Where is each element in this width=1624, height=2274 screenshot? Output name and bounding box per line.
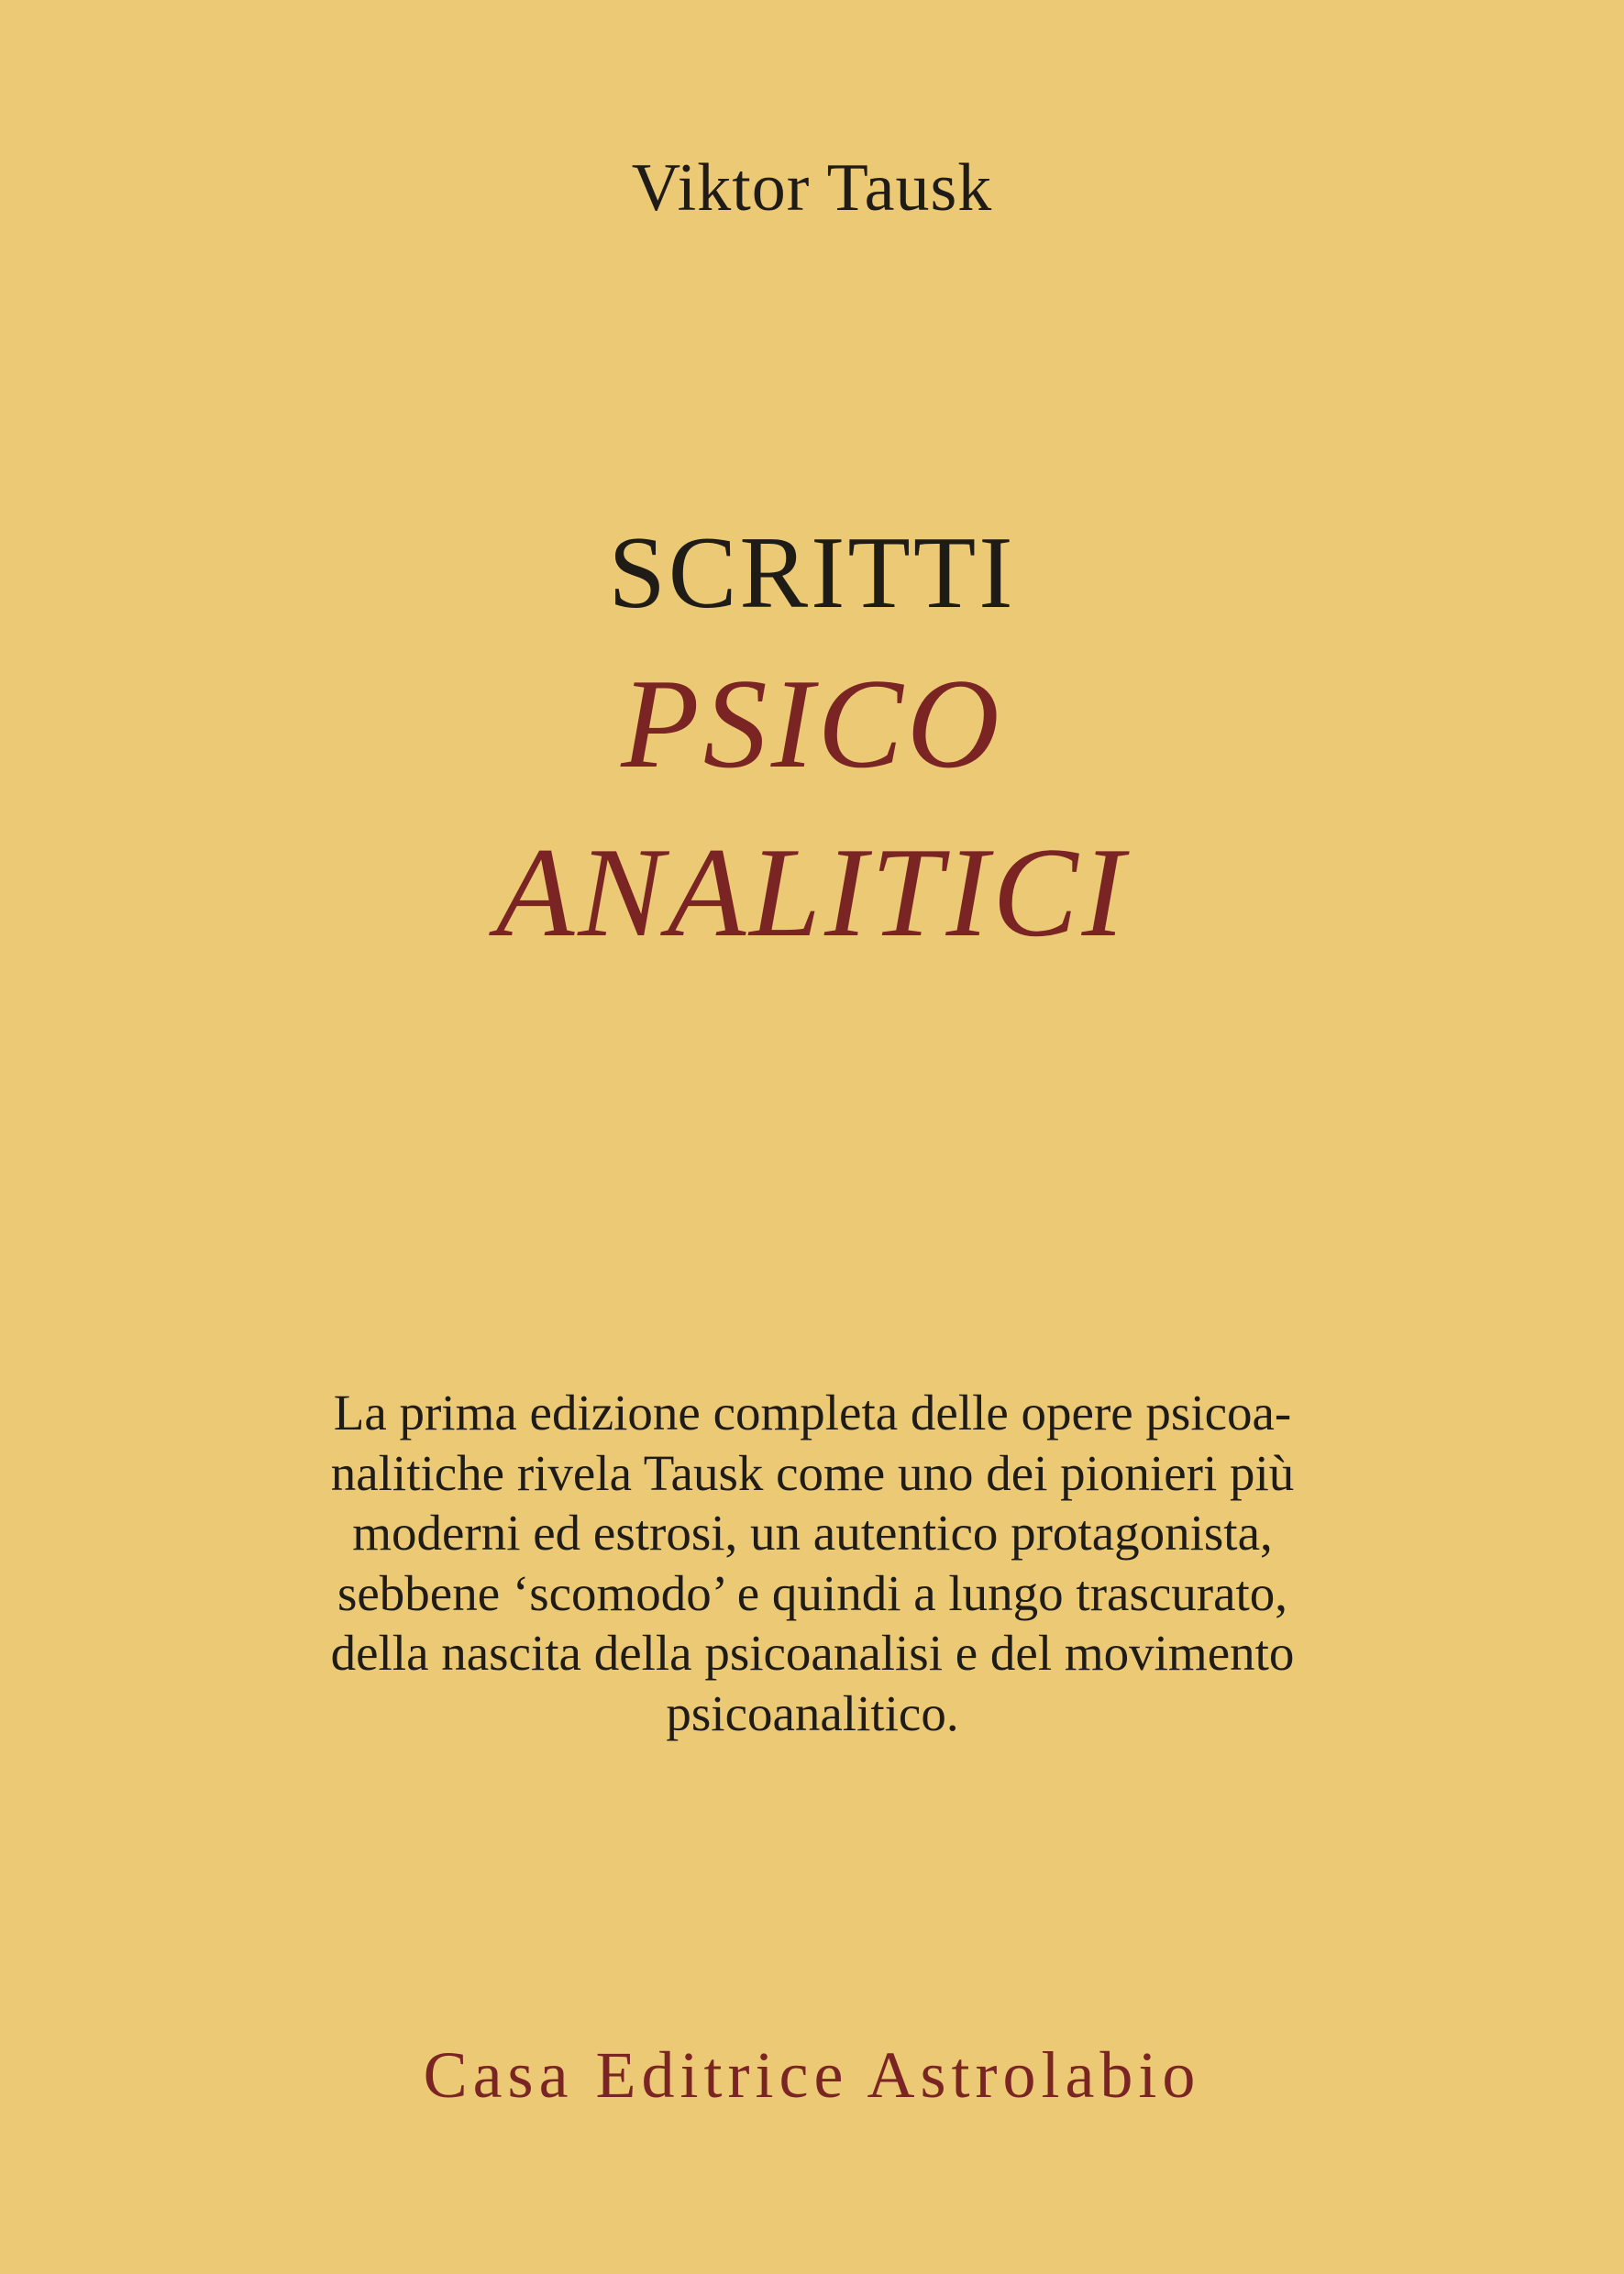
blurb-line: sebbene ‘scomodo’ e quindi a lungo trascurato, [337,1564,1288,1621]
title-line-analitici: ANALITICI [495,822,1129,964]
title-line-scritti: SCRITTI [608,516,1016,630]
blurb-line: psicoanalitico. [666,1684,959,1741]
blurb-line: moderni ed estrosi, un autentico protagonista, [352,1505,1273,1561]
book-title [0,513,1624,977]
blurb-line: nalitiche rivela Tausk come uno dei pionieri più [330,1444,1295,1501]
author-name: Viktor Tausk [631,150,993,226]
publisher-name: Casa Editrice Astrolabio [423,2038,1201,2112]
title-line-psico: PSICO [621,653,1003,795]
blurb-line: della nascita della psicoanalisi e del movimento [330,1625,1295,1681]
blurb-line: La prima edizione completa delle opere psicoa- [333,1385,1292,1441]
cover-blurb [226,1383,1399,1743]
